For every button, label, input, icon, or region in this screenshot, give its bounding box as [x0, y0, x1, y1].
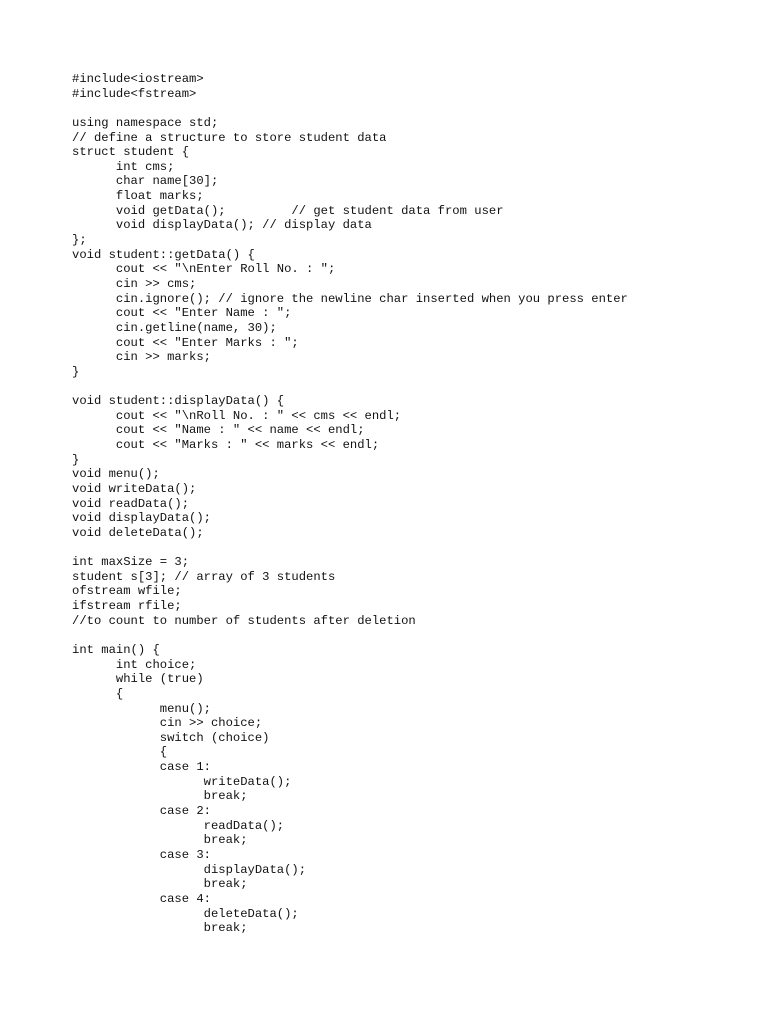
- code-line: case 3:: [72, 847, 211, 862]
- code-line: displayData();: [72, 862, 307, 877]
- code-line: cin >> marks;: [72, 350, 211, 365]
- code-line: cin >> choice;: [72, 716, 263, 731]
- code-line: int choice;: [72, 657, 197, 672]
- code-line: int cms;: [72, 159, 175, 174]
- code-line: student s[3]; // array of 3 students: [72, 569, 336, 584]
- code-line: readData();: [72, 818, 285, 833]
- code-line: cout << "Name : " << name << endl;: [72, 423, 365, 438]
- code-line: [72, 541, 752, 556]
- code-line: void menu();: [72, 467, 160, 482]
- code-line: {: [72, 745, 168, 760]
- code-line: case 4:: [72, 891, 211, 906]
- code-line: deleteData();: [72, 906, 299, 921]
- code-line: break;: [72, 789, 248, 804]
- code-line: cout << "\nEnter Roll No. : ";: [72, 262, 336, 277]
- code-line: int maxSize = 3;: [72, 555, 190, 570]
- code-line: cout << "Enter Marks : ";: [72, 335, 299, 350]
- code-line: [72, 101, 752, 116]
- code-line: //to count to number of students after deletion: [72, 613, 416, 628]
- code-line: int main() {: [72, 642, 160, 657]
- code-line: [72, 379, 752, 394]
- code-line: {: [72, 686, 124, 701]
- code-line: cout << "Marks : " << marks << endl;: [72, 438, 380, 453]
- code-line: void deleteData();: [72, 525, 204, 540]
- code-line: }: [72, 452, 80, 467]
- code-line: #include<fstream>: [72, 86, 197, 101]
- code-line: float marks;: [72, 189, 204, 204]
- code-line: struct student {: [72, 145, 190, 160]
- code-line: break;: [72, 921, 248, 936]
- code-line: void writeData();: [72, 481, 197, 496]
- code-line: void student::getData() {: [72, 247, 255, 262]
- code-line: break;: [72, 877, 248, 892]
- code-line: writeData();: [72, 774, 292, 789]
- code-line: cout << "\nRoll No. : " << cms << endl;: [72, 408, 402, 423]
- code-line: void displayData();: [72, 511, 211, 526]
- code-line: char name[30];: [72, 174, 219, 189]
- code-line: using namespace std;: [72, 115, 219, 130]
- code-line: case 1:: [72, 760, 211, 775]
- code-line: while (true): [72, 672, 204, 687]
- code-line: break;: [72, 833, 248, 848]
- code-line: [72, 628, 752, 643]
- code-line: void getData(); // get student data from user: [72, 203, 504, 218]
- code-line: #include<iostream>: [72, 72, 204, 86]
- code-line: case 2:: [72, 804, 211, 819]
- code-line: };: [72, 233, 87, 248]
- code-line: void displayData(); // display data: [72, 218, 372, 233]
- code-line: // define a structure to store student data: [72, 130, 387, 145]
- code-block: [72, 72, 752, 936]
- code-line: cin >> cms;: [72, 276, 197, 291]
- code-line: void student::displayData() {: [72, 394, 285, 409]
- code-line: cout << "Enter Name : ";: [72, 306, 292, 321]
- code-line: ofstream wfile;: [72, 584, 182, 599]
- code-line: menu();: [72, 701, 211, 716]
- code-line: ifstream rfile;: [72, 599, 182, 614]
- code-line: }: [72, 364, 80, 379]
- code-line: cin.ignore(); // ignore the newline char inserted when you press enter: [72, 291, 628, 306]
- code-line: switch (choice): [72, 730, 270, 745]
- code-line: void readData();: [72, 496, 190, 511]
- code-line: cin.getline(name, 30);: [72, 320, 277, 335]
